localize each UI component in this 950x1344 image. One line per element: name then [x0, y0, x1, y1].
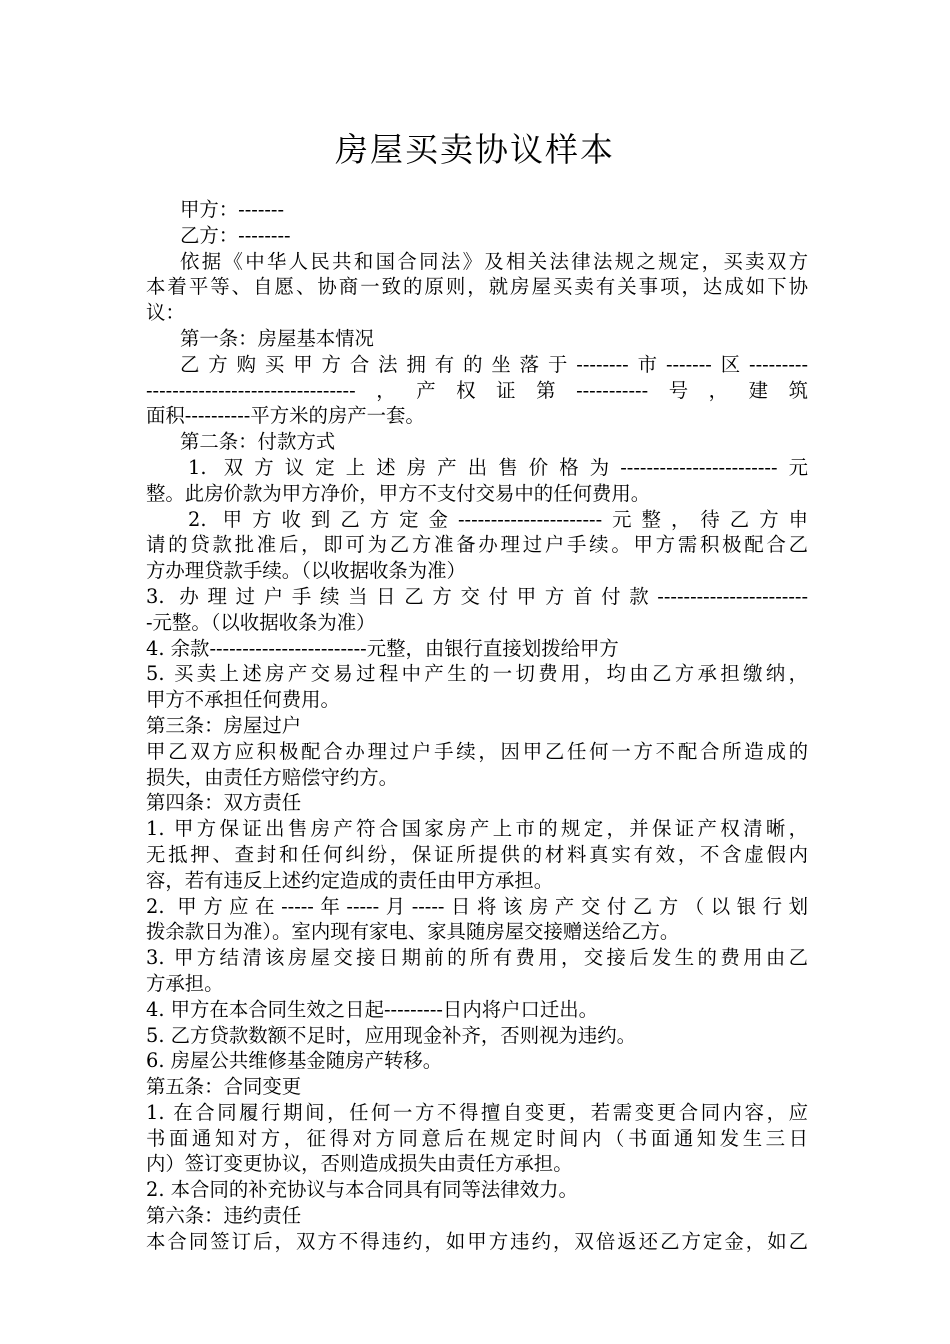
- clause-line: -元整。（以收据收条为准）: [146, 610, 376, 634]
- party-b-line: 乙方：--------: [180, 223, 291, 247]
- clause-line: 方办理贷款手续。（以收据收条为准）: [146, 559, 466, 583]
- paragraph-line: --------------------------------，产权证第-----------号，建筑: [146, 378, 808, 402]
- clause-line: 5. 乙方贷款数额不足时，应用现金补齐，否则视为违约。: [146, 1023, 637, 1047]
- clause-line: 4. 余款------------------------元整，由银行直接划拨给甲方: [146, 636, 619, 660]
- clause-line: 3. 甲方结清该房屋交接日期前的所有费用，交接后发生的费用由乙: [146, 946, 808, 970]
- section-heading: 第六条：违约责任: [146, 1204, 302, 1228]
- clause-line: 甲方不承担任何费用。: [146, 688, 340, 712]
- clause-line: 整。此房价款为甲方净价，甲方不支付交易中的任何费用。: [146, 481, 651, 505]
- paragraph-line: 甲乙双方应积极配合办理过户手续，因甲乙任何一方不配合所造成的: [146, 739, 808, 763]
- paragraph-line: 本合同签订后，双方不得违约，如甲方违约，双倍返还乙方定金，如乙: [146, 1229, 808, 1253]
- clause-line: 2. 甲方应在-----年-----月-----日将该房产交付乙方（以银行划: [146, 894, 808, 918]
- paragraph-line: 议：: [146, 301, 185, 325]
- clause-line: 1. 双方议定上述房产出售价格为------------------------元: [188, 455, 808, 479]
- paragraph-line: 乙方购买甲方合法拥有的坐落于--------市-------区---------: [180, 352, 808, 376]
- clause-line: 2. 本合同的补充协议与本合同具有同等法律效力。: [146, 1178, 578, 1202]
- clause-line: 5. 买卖上述房产交易过程中产生的一切费用，均由乙方承担缴纳，: [146, 662, 808, 686]
- document-title: 房屋买卖协议样本: [335, 130, 615, 169]
- clause-line: 1. 甲方保证出售房产符合国家房产上市的规定，并保证产权清晰，: [146, 817, 808, 841]
- clause-line: 4. 甲方在本合同生效之日起---------日内将户口迁出。: [146, 997, 599, 1021]
- clause-line: 1. 在合同履行期间，任何一方不得擅自变更，若需变更合同内容，应: [146, 1100, 808, 1124]
- section-heading: 第三条：房屋过户: [146, 713, 302, 737]
- paragraph-line: 面积----------平方米的房产一套。: [146, 404, 425, 428]
- party-a-line: 甲方：-------: [180, 198, 285, 221]
- clause-line: 拨余款日为准）。室内现有家电、家具随房屋交接赠送给乙方。: [146, 920, 680, 944]
- section-heading: 第二条：付款方式: [180, 430, 336, 454]
- clause-line: 内）签订变更协议，否则造成损失由责任方承担。: [146, 1152, 573, 1176]
- clause-line: 无抵押、查封和任何纠纷，保证所提供的材料真实有效，不含虚假内: [146, 842, 808, 866]
- paragraph-line: 依据《中华人民共和国合同法》及相关法律法规之规定，买卖双方: [180, 249, 808, 273]
- paragraph-line: 本着平等、自愿、协商一致的原则，就房屋买卖有关事项，达成如下协: [146, 275, 808, 299]
- clause-line: 请的贷款批准后，即可为乙方准备办理过户手续。甲方需积极配合乙: [146, 533, 808, 557]
- section-heading: 第四条：双方责任: [146, 791, 302, 815]
- clause-line: 书面通知对方，征得对方同意后在规定时间内（书面通知发生三日: [146, 1126, 808, 1150]
- clause-line: 容，若有违反上述约定造成的责任由甲方承担。: [146, 868, 554, 892]
- section-heading: 第一条：房屋基本情况: [180, 326, 374, 350]
- clause-line: 方承担。: [146, 971, 224, 995]
- clause-line: 2. 甲方收到乙方定金----------------------元整，待乙方申: [188, 507, 808, 531]
- paragraph-line: 损失，由责任方赔偿守约方。: [146, 765, 399, 789]
- section-heading: 第五条：合同变更: [146, 1075, 302, 1099]
- document-body: [146, 197, 808, 1255]
- clause-line: 6. 房屋公共维修基金随房产转移。: [146, 1049, 443, 1073]
- clause-line: 3. 办理过户手续当日乙方交付甲方首付款-----------------------: [146, 584, 808, 608]
